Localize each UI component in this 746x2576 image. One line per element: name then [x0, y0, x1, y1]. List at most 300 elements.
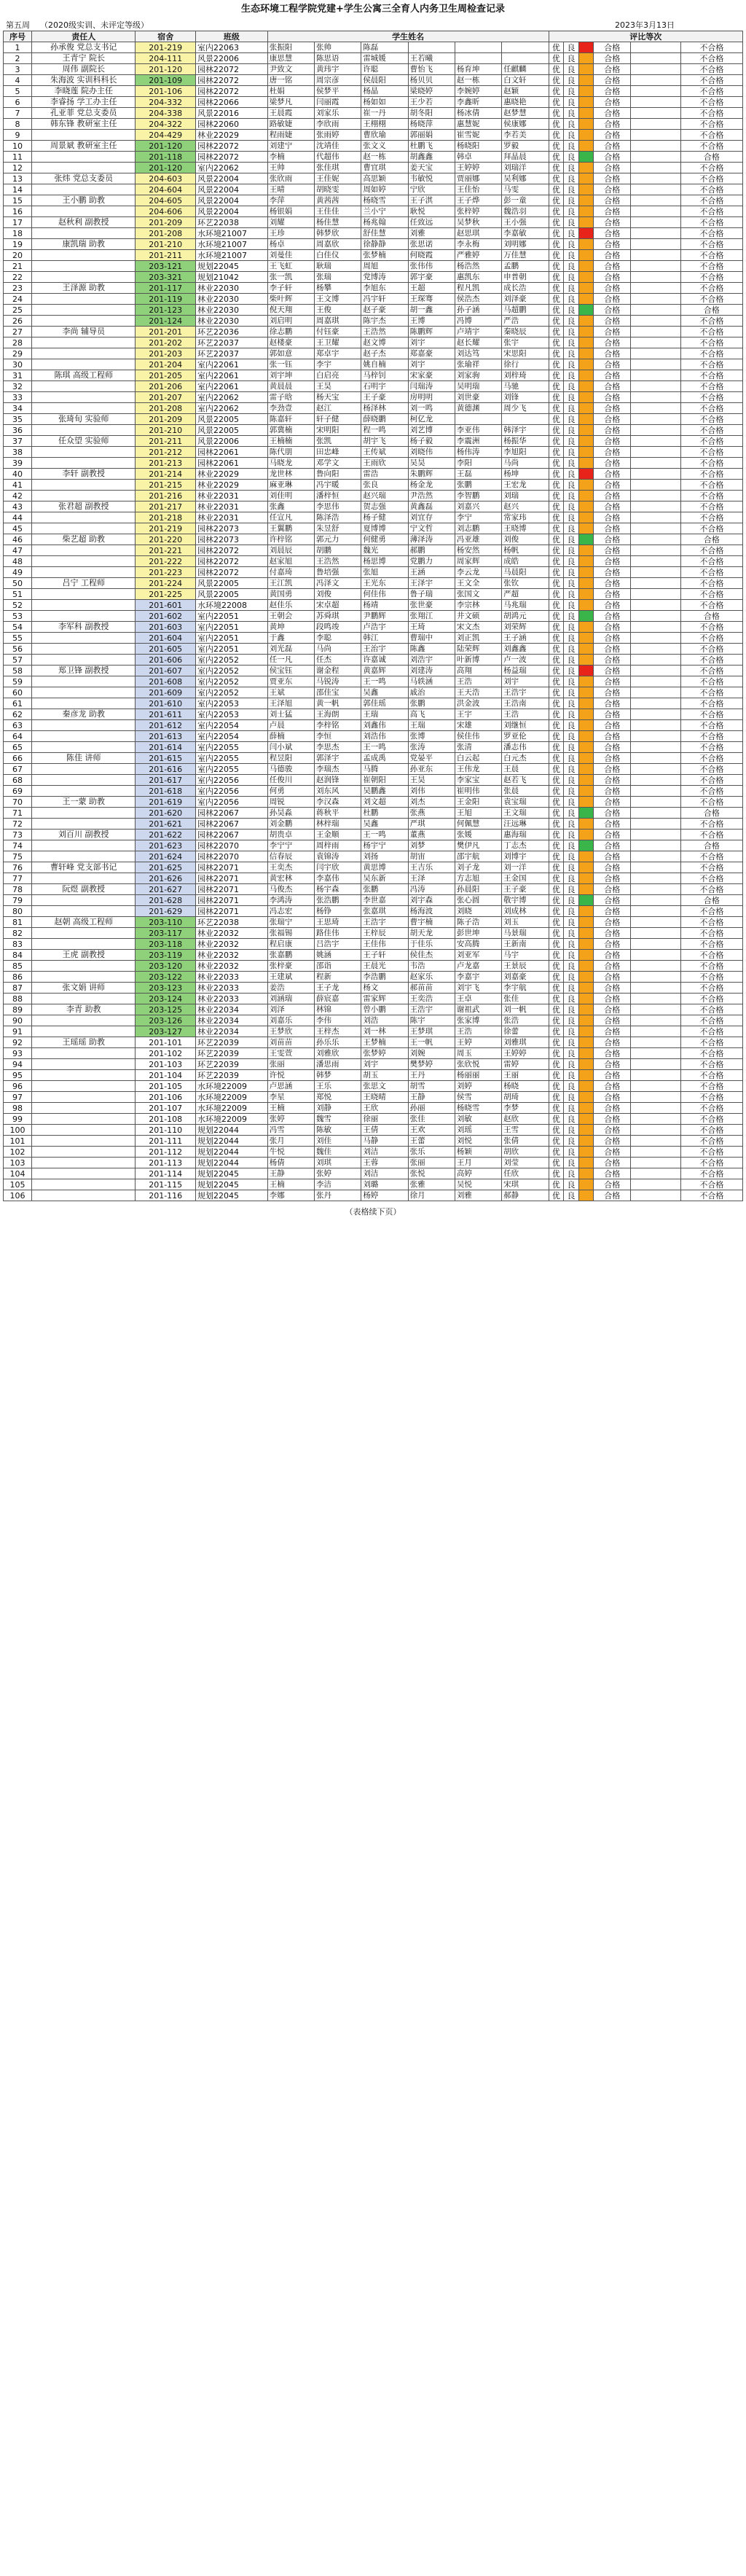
- table-row: [4, 75, 743, 86]
- row-dorm: 201-111: [136, 1136, 196, 1147]
- row-seq: 56: [4, 644, 32, 655]
- row-class: 室内22062: [196, 163, 268, 173]
- grade-pass: 合格: [594, 97, 631, 108]
- table-row: [4, 611, 743, 622]
- row-seq: 81: [4, 917, 32, 928]
- student-name: 王浩宇: [361, 917, 408, 928]
- student-name: 代超伟: [315, 152, 361, 163]
- grade-pass: 合格: [594, 141, 631, 152]
- row-result: 不合格: [680, 1168, 742, 1179]
- table-row: [4, 950, 743, 961]
- grade-marker: [578, 184, 594, 195]
- grade-marker: [578, 523, 594, 534]
- student-name: 张雅: [408, 1179, 455, 1190]
- grade-marker: [578, 1147, 594, 1158]
- row-result: 不合格: [680, 327, 742, 337]
- student-name: 冯博: [455, 316, 501, 327]
- row-result: 不合格: [680, 567, 742, 578]
- student-name: 王小强: [502, 217, 549, 228]
- row-dorm: 201-214: [136, 469, 196, 480]
- row-responsible: [32, 851, 136, 862]
- row-class: 林业22032: [196, 928, 268, 939]
- grade-marker: [578, 906, 594, 917]
- student-name: 路佳伟: [315, 928, 361, 939]
- student-name: 王吉乐: [408, 862, 455, 873]
- row-seq: 4: [4, 75, 32, 86]
- spacer-cell: [630, 1168, 680, 1179]
- row-responsible: 曹轩峰 党支部书记: [32, 862, 136, 873]
- table-row: [4, 1168, 743, 1179]
- student-name: 杜娟: [267, 86, 314, 97]
- grade-marker: [578, 556, 594, 567]
- row-result: 不合格: [680, 873, 742, 884]
- student-name: 郝静: [502, 1190, 549, 1201]
- grade-good: 良: [564, 1190, 579, 1201]
- grade-good: 良: [564, 458, 579, 469]
- grade-marker: [578, 545, 594, 556]
- table-row: [4, 589, 743, 600]
- student-name: 秦晓辰: [502, 327, 549, 337]
- row-result: 不合格: [680, 994, 742, 1004]
- row-dorm: 201-109: [136, 75, 196, 86]
- student-name: 曹宜琪: [361, 163, 408, 173]
- grade-good: 良: [564, 53, 579, 64]
- student-name: 王梓辰: [361, 928, 408, 939]
- row-dorm: 201-101: [136, 1037, 196, 1048]
- grade-pass: 合格: [594, 491, 631, 501]
- table-row: [4, 1136, 743, 1147]
- row-dorm: 204-604: [136, 184, 196, 195]
- grade-pass: 合格: [594, 808, 631, 819]
- grade-excellent: 优: [549, 42, 564, 53]
- row-class: 风景22004: [196, 184, 268, 195]
- row-class: 室内22051: [196, 611, 268, 622]
- grade-pass: 合格: [594, 1114, 631, 1125]
- student-name: 苏舜琪: [315, 611, 361, 622]
- grade-pass: 合格: [594, 994, 631, 1004]
- student-name: 黄德渊: [455, 403, 501, 414]
- student-name: 马晨阳: [502, 567, 549, 578]
- student-name: 沈靖佳: [315, 141, 361, 152]
- row-result: 不合格: [680, 786, 742, 797]
- grade-good: 良: [564, 1081, 579, 1092]
- row-result: 不合格: [680, 425, 742, 436]
- student-name: 赵梦慧: [502, 108, 549, 119]
- student-name: 成长浩: [502, 283, 549, 294]
- grade-pass: 合格: [594, 206, 631, 217]
- grade-excellent: 优: [549, 491, 564, 501]
- row-responsible: [32, 1092, 136, 1103]
- student-name: 薛楠: [267, 731, 314, 742]
- student-name: 杨子健: [361, 512, 408, 523]
- row-seq: 106: [4, 1190, 32, 1201]
- grade-pass: 合格: [594, 469, 631, 480]
- student-name: 张梦楠: [361, 250, 408, 261]
- student-name: 黄思博: [361, 862, 408, 873]
- grade-marker: [578, 1190, 594, 1201]
- student-name: 王一鸣: [361, 830, 408, 840]
- student-name: 张鹏: [455, 480, 501, 491]
- student-name: 刘耀: [267, 217, 314, 228]
- student-name: 薛晓鹏: [361, 414, 408, 425]
- grade-good: 良: [564, 381, 579, 392]
- row-responsible: [32, 1026, 136, 1037]
- grade-excellent: 优: [549, 830, 564, 840]
- row-responsible: [32, 381, 136, 392]
- student-name: 张旭: [361, 567, 408, 578]
- student-name: 王思琦: [315, 917, 361, 928]
- student-name: 李楠: [267, 152, 314, 163]
- grade-marker: [578, 994, 594, 1004]
- grade-excellent: 优: [549, 458, 564, 469]
- student-name: 吴悦: [455, 1179, 501, 1190]
- student-name: 王新南: [502, 939, 549, 950]
- row-seq: 96: [4, 1081, 32, 1092]
- row-responsible: [32, 403, 136, 414]
- row-dorm: 201-616: [136, 764, 196, 775]
- grade-excellent: 优: [549, 600, 564, 611]
- row-dorm: 201-612: [136, 720, 196, 731]
- student-name: 黄一帆: [315, 698, 361, 709]
- student-name: 郭如意: [267, 348, 314, 359]
- spacer-cell: [630, 1070, 680, 1081]
- row-seq: 90: [4, 1015, 32, 1026]
- grade-good: 良: [564, 1004, 579, 1015]
- table-row: [4, 1070, 743, 1081]
- grade-pass: 合格: [594, 1190, 631, 1201]
- grade-pass: 合格: [594, 731, 631, 742]
- row-dorm: 201-106: [136, 86, 196, 97]
- grade-excellent: 优: [549, 567, 564, 578]
- spacer-cell: [630, 994, 680, 1004]
- grade-excellent: 优: [549, 1070, 564, 1081]
- student-name: 吴利娜: [502, 173, 549, 184]
- table-row: [4, 917, 743, 928]
- grade-marker: [578, 578, 594, 589]
- student-name: 王治宇: [361, 644, 408, 655]
- row-seq: 78: [4, 884, 32, 895]
- student-name: 郭泽宇: [315, 753, 361, 764]
- student-name: 张鹏: [361, 884, 408, 895]
- row-responsible: [32, 206, 136, 217]
- grade-marker: [578, 676, 594, 687]
- row-responsible: [32, 873, 136, 884]
- row-dorm: 201-213: [136, 458, 196, 469]
- student-name: 张钦: [502, 578, 549, 589]
- spacer-cell: [630, 359, 680, 370]
- row-class: 规划22045: [196, 1190, 268, 1201]
- table-row: [4, 830, 743, 840]
- grade-marker: [578, 403, 594, 414]
- row-dorm: 201-222: [136, 556, 196, 567]
- row-seq: 84: [4, 950, 32, 961]
- spacer-cell: [630, 830, 680, 840]
- spacer-cell: [630, 348, 680, 359]
- row-class: 林业22033: [196, 994, 268, 1004]
- grade-good: 良: [564, 1015, 579, 1026]
- spacer-cell: [630, 819, 680, 830]
- grade-pass: 合格: [594, 294, 631, 305]
- student-name: 何佩慧: [455, 819, 501, 830]
- student-name: 信春辰: [267, 851, 314, 862]
- student-name: 侯晨阳: [361, 75, 408, 86]
- student-name: 刘嘉豪: [502, 972, 549, 983]
- grade-pass: 合格: [594, 316, 631, 327]
- row-class: 园林22071: [196, 884, 268, 895]
- row-seq: 21: [4, 261, 32, 272]
- row-result: 不合格: [680, 447, 742, 458]
- student-name: 李嘉敏: [502, 228, 549, 239]
- student-name: 刘浩宇: [408, 655, 455, 666]
- student-name: 王超: [408, 283, 455, 294]
- student-name: 李震洲: [455, 436, 501, 447]
- spacer-cell: [630, 862, 680, 873]
- grade-good: 良: [564, 797, 579, 808]
- row-seq: 88: [4, 994, 32, 1004]
- student-name: 刘雅欣: [315, 1048, 361, 1059]
- grade-marker: [578, 348, 594, 359]
- grade-good: 良: [564, 720, 579, 731]
- student-name: 陈思语: [315, 53, 361, 64]
- student-name: [455, 42, 501, 53]
- row-responsible: [32, 1015, 136, 1026]
- row-responsible: [32, 808, 136, 819]
- row-dorm: 201-225: [136, 589, 196, 600]
- grade-good: 良: [564, 370, 579, 381]
- spacer-cell: [630, 655, 680, 666]
- grade-marker: [578, 983, 594, 994]
- student-name: 郭佳瑶: [361, 698, 408, 709]
- student-name: 张瑞: [315, 272, 361, 283]
- spacer-cell: [630, 250, 680, 261]
- student-name: 耿悦: [408, 206, 455, 217]
- row-seq: 42: [4, 491, 32, 501]
- row-responsible: [32, 163, 136, 173]
- spacer-cell: [630, 86, 680, 97]
- grade-good: 良: [564, 622, 579, 633]
- row-result: 不合格: [680, 184, 742, 195]
- row-dorm: 204-111: [136, 53, 196, 64]
- student-name: 马尚: [502, 458, 549, 469]
- student-name: 刘继恒: [502, 720, 549, 731]
- spacer-cell: [630, 950, 680, 961]
- student-name: 刘鑫鑫: [502, 644, 549, 655]
- student-name: 王建斌: [267, 972, 314, 983]
- student-name: 杨天宝: [315, 392, 361, 403]
- grade-excellent: 优: [549, 447, 564, 458]
- row-result: 不合格: [680, 1103, 742, 1114]
- student-name: 王浩: [455, 676, 501, 687]
- row-result: 不合格: [680, 1015, 742, 1026]
- grade-marker: [578, 819, 594, 830]
- row-seq: 80: [4, 906, 32, 917]
- student-name: 王昊: [408, 775, 455, 786]
- grade-good: 良: [564, 731, 579, 742]
- student-name: 张国文: [455, 589, 501, 600]
- student-name: 舒佳慧: [361, 228, 408, 239]
- student-name: 杨晓雪: [455, 1103, 501, 1114]
- row-responsible: [32, 611, 136, 622]
- student-name: 冯泽文: [315, 578, 361, 589]
- row-dorm: 201-624: [136, 851, 196, 862]
- row-seq: 23: [4, 283, 32, 294]
- student-name: 杨颖: [455, 1147, 501, 1158]
- row-dorm: 201-117: [136, 283, 196, 294]
- student-name: 王乐: [315, 1081, 361, 1092]
- row-dorm: 203-120: [136, 961, 196, 972]
- student-name: 刘悦: [455, 1136, 501, 1147]
- student-name: 杨佳慧: [315, 217, 361, 228]
- grade-good: 良: [564, 1059, 579, 1070]
- student-name: 胡天龙: [408, 928, 455, 939]
- student-name: 高翔: [455, 666, 501, 676]
- student-name: 张雨婷: [315, 130, 361, 141]
- student-name: 黄鑫磊: [408, 501, 455, 512]
- student-name: 刘涵瑞: [267, 994, 314, 1004]
- row-dorm: 203-118: [136, 939, 196, 950]
- grade-marker: [578, 272, 594, 283]
- student-name: 刘雅: [455, 1190, 501, 1201]
- table-row: [4, 775, 743, 786]
- grade-marker: [578, 840, 594, 851]
- row-seq: 35: [4, 414, 32, 425]
- table-row: [4, 108, 743, 119]
- row-responsible: [32, 425, 136, 436]
- student-name: 王晓博: [502, 523, 549, 534]
- grade-good: 良: [564, 250, 579, 261]
- student-name: 刘建宁: [267, 141, 314, 152]
- student-name: 刘玉: [502, 917, 549, 928]
- student-name: 郭冀楠: [267, 425, 314, 436]
- table-row: [4, 1092, 743, 1103]
- grade-marker: [578, 337, 594, 348]
- student-name: 宋琪: [502, 1179, 549, 1190]
- row-class: 环艺22039: [196, 1059, 268, 1070]
- row-result: 不合格: [680, 644, 742, 655]
- student-name: 姜浩: [267, 983, 314, 994]
- student-name: 王泽旭: [267, 698, 314, 709]
- grade-marker: [578, 939, 594, 950]
- student-name: 杨倩: [267, 1158, 314, 1168]
- row-dorm: 201-618: [136, 786, 196, 797]
- grade-excellent: 优: [549, 425, 564, 436]
- row-class: 园林22072: [196, 567, 268, 578]
- row-class: 室内22051: [196, 633, 268, 644]
- student-name: 吴鹏鑫: [361, 786, 408, 797]
- spacer-cell: [630, 611, 680, 622]
- grade-pass: 合格: [594, 1081, 631, 1092]
- student-name: 闫宇欣: [315, 862, 361, 873]
- row-class: 规划22045: [196, 1168, 268, 1179]
- student-name: 程昱阳: [267, 753, 314, 764]
- row-seq: 11: [4, 152, 32, 163]
- grade-excellent: 优: [549, 644, 564, 655]
- student-name: 马梓钊: [361, 370, 408, 381]
- student-name: 姜天宝: [408, 163, 455, 173]
- grade-pass: 合格: [594, 370, 631, 381]
- student-name: 高婷: [455, 1168, 501, 1179]
- row-result: 不合格: [680, 851, 742, 862]
- student-name: 王丹: [408, 1070, 455, 1081]
- student-name: 王卫耀: [315, 337, 361, 348]
- grade-good: 良: [564, 655, 579, 666]
- student-name: [502, 414, 549, 425]
- table-row: [4, 851, 743, 862]
- table-row: [4, 119, 743, 130]
- student-name: 樊伊凡: [455, 840, 501, 851]
- grade-marker: [578, 108, 594, 119]
- student-name: 王浩宇: [502, 687, 549, 698]
- student-name: 刘苗苗: [267, 1037, 314, 1048]
- row-class: 风景22005: [196, 578, 268, 589]
- grade-good: 良: [564, 808, 579, 819]
- grade-pass: 合格: [594, 567, 631, 578]
- grade-excellent: 优: [549, 720, 564, 731]
- row-dorm: 201-223: [136, 567, 196, 578]
- row-class: 林业22032: [196, 961, 268, 972]
- grade-good: 良: [564, 600, 579, 611]
- student-name: 王晨霞: [267, 108, 314, 119]
- student-name: 张良: [361, 480, 408, 491]
- row-dorm: 201-219: [136, 523, 196, 534]
- row-dorm: 201-115: [136, 1179, 196, 1190]
- grade-excellent: 优: [549, 294, 564, 305]
- row-class: 室内22055: [196, 742, 268, 753]
- row-dorm: 203-126: [136, 1015, 196, 1026]
- row-dorm: 201-217: [136, 501, 196, 512]
- row-seq: 61: [4, 698, 32, 709]
- row-responsible: 王泽源 助教: [32, 283, 136, 294]
- grade-pass: 合格: [594, 633, 631, 644]
- grade-excellent: 优: [549, 141, 564, 152]
- row-responsible: [32, 939, 136, 950]
- row-class: 林业22030: [196, 283, 268, 294]
- table-header-row: [4, 31, 743, 42]
- student-name: 曹宇楠: [408, 917, 455, 928]
- grade-pass: 合格: [594, 1004, 631, 1015]
- student-name: 王婷婷: [455, 163, 501, 173]
- row-seq: 5: [4, 86, 32, 97]
- row-seq: 38: [4, 447, 32, 458]
- row-dorm: 201-210: [136, 239, 196, 250]
- row-result: 不合格: [680, 764, 742, 775]
- spacer-cell: [630, 753, 680, 764]
- table-row: [4, 501, 743, 512]
- student-name: 胡贵卓: [267, 830, 314, 840]
- grade-pass: 合格: [594, 327, 631, 337]
- student-name: 李梓铭: [315, 720, 361, 731]
- grade-pass: 合格: [594, 917, 631, 928]
- row-responsible: [32, 840, 136, 851]
- grade-marker: [578, 1168, 594, 1179]
- row-result: 合格: [680, 895, 742, 906]
- spacer-cell: [630, 239, 680, 250]
- student-name: 夏博博: [361, 523, 408, 534]
- student-name: 杨晶: [361, 86, 408, 97]
- row-responsible: [32, 600, 136, 611]
- student-name: 闫小斌: [267, 742, 314, 753]
- student-name: 杨育坤: [455, 64, 501, 75]
- spacer-cell: [630, 1158, 680, 1168]
- row-dorm: 201-107: [136, 1103, 196, 1114]
- grade-good: 良: [564, 217, 579, 228]
- row-responsible: [32, 261, 136, 272]
- student-name: 吴明瑞: [455, 381, 501, 392]
- table-row: [4, 512, 743, 523]
- student-name: 张涛: [408, 742, 455, 753]
- spacer-cell: [630, 742, 680, 753]
- table-row: [4, 633, 743, 644]
